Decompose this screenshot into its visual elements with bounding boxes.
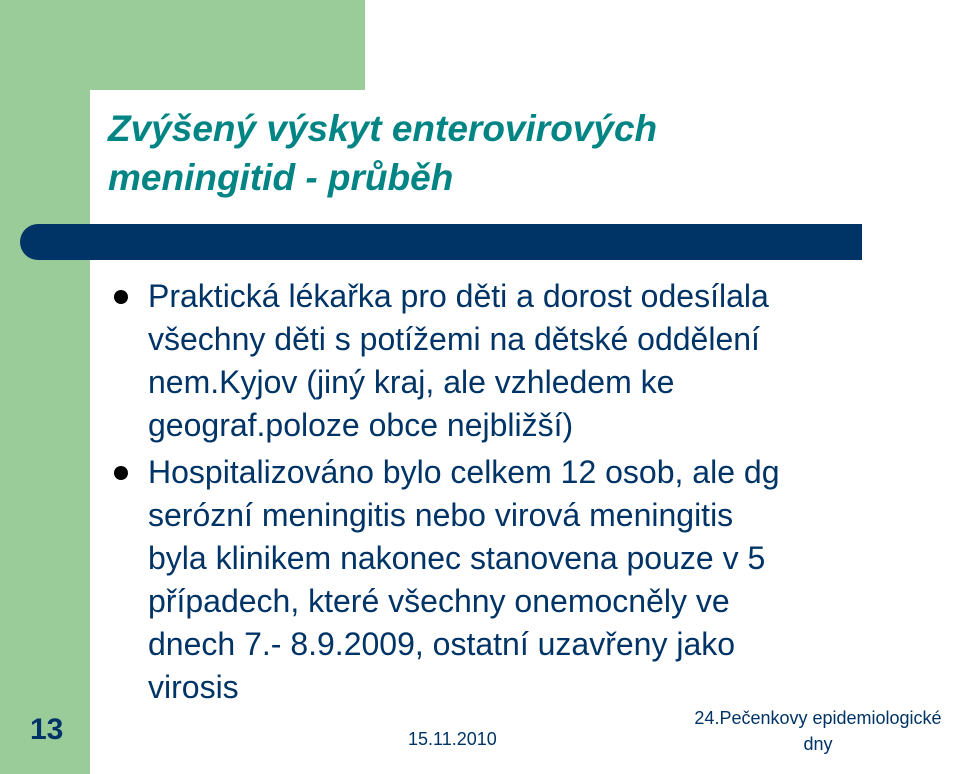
bullet-item-2	[110, 451, 940, 709]
bullet-1-line-2: všechny děti s potížemi na dětské oddělení	[148, 321, 760, 357]
footer-line-2: dny	[803, 734, 833, 754]
bullet-2-line-5: dnech 7.- 8.9.2009, ostatní uzavřeny jako	[148, 626, 736, 662]
bullet-2-line-4: případech, které všechny onemocněly ve	[148, 583, 730, 619]
bullet-2-line-3: byla klinikem nakonec stanovena pouze v 5	[148, 540, 766, 576]
bullet-1-line-1: Praktická lékařka pro děti a dorost odesílala	[148, 278, 769, 314]
footer-event	[673, 705, 960, 757]
bullet-2-line-2: serózní meningitis nebo virová meningitis	[148, 497, 734, 533]
bullet-1-line-4: geograf.poloze obce nejbližší)	[148, 407, 574, 443]
slide-number: 13	[30, 713, 64, 746]
slide-title	[108, 104, 888, 202]
bullet-item-1	[110, 275, 940, 447]
green-side-band	[0, 0, 90, 774]
bullet-2-line-1: Hospitalizováno bylo celkem 12 osob, ale dg	[148, 454, 780, 490]
bullet-list	[110, 275, 940, 713]
footer-line-1: 24.Pečenkovy epidemiologické	[694, 708, 942, 728]
green-top-band	[0, 0, 365, 90]
bullet-2-line-6: virosis	[148, 669, 239, 705]
title-divider-bar	[20, 224, 862, 260]
bullet-1-line-3: nem.Kyjov (jiný kraj, ale vzhledem ke	[148, 364, 675, 400]
title-line-1: Zvýšený výskyt enterovirových	[108, 108, 658, 149]
footer-date: 15.11.2010	[408, 729, 497, 749]
title-line-2: meningitid - průběh	[108, 157, 454, 198]
